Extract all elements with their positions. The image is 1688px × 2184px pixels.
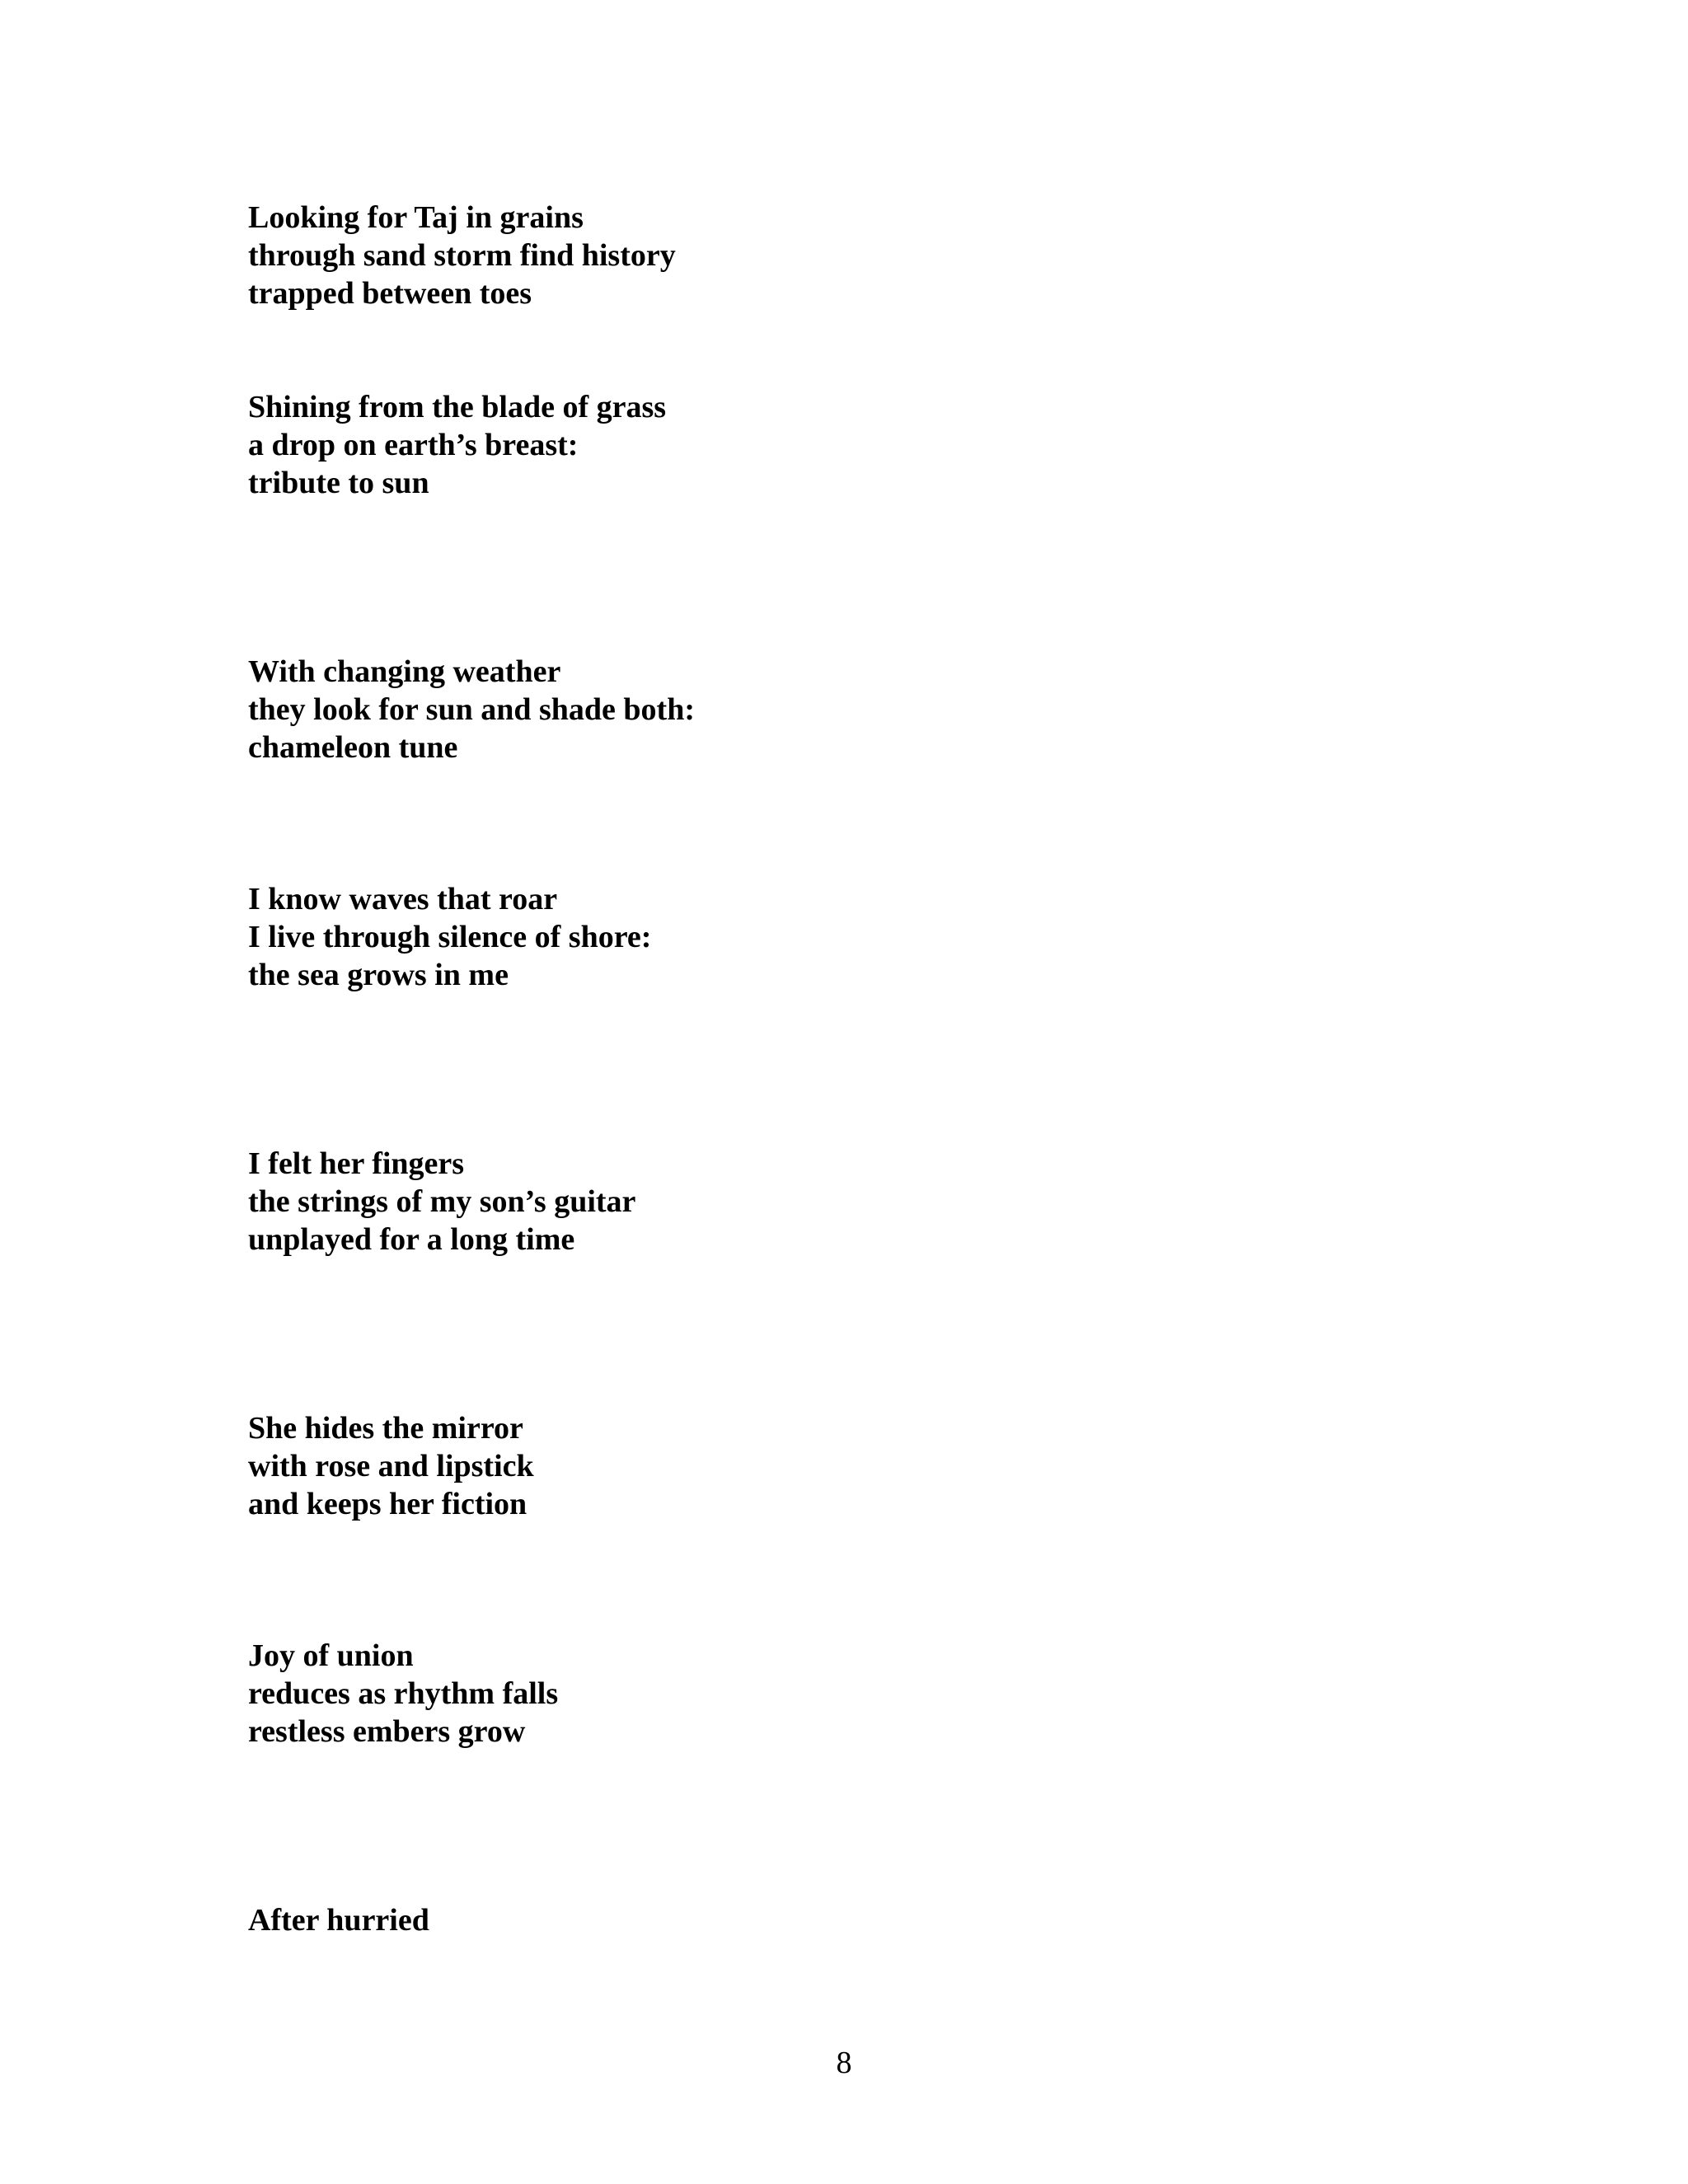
stanza-2: [248, 388, 666, 502]
stanza-1: [248, 199, 676, 312]
poem-line: and keeps her fiction: [248, 1487, 528, 1521]
poem-line: trapped between toes: [248, 276, 532, 311]
poem-line: the sea grows in me: [248, 958, 509, 992]
poem-line: Joy of union: [248, 1638, 414, 1673]
poem-line: After hurried: [248, 1903, 429, 1938]
poem-line: With changing weather: [248, 654, 561, 689]
page-number: 8: [836, 2046, 852, 2080]
poem-line: they look for sun and shade both:: [248, 692, 696, 727]
poem-line: through sand storm find history: [248, 238, 676, 273]
poem-line: reduces as rhythm falls: [248, 1676, 559, 1711]
poem-line: unplayed for a long time: [248, 1222, 575, 1257]
poem-line: Looking for Taj in grains: [248, 200, 584, 235]
poem-line: I felt her fingers: [248, 1146, 465, 1181]
poem-line: restless embers grow: [248, 1714, 526, 1749]
poem-line: with rose and lipstick: [248, 1449, 534, 1483]
poem-line: a drop on earth’s breast:: [248, 428, 579, 462]
poem-line: tribute to sun: [248, 466, 429, 500]
stanza-3: [248, 653, 695, 766]
stanza-7: [248, 1637, 558, 1750]
stanza-6: [248, 1409, 534, 1523]
poem-line: She hides the mirror: [248, 1411, 523, 1446]
stanza-8: [248, 1901, 429, 1939]
poem-line: I live through silence of shore:: [248, 920, 652, 954]
stanza-4: [248, 880, 651, 994]
poem-line: chameleon tune: [248, 730, 458, 765]
poem-line: I know waves that roar: [248, 882, 558, 916]
poem-line: the strings of my son’s guitar: [248, 1184, 636, 1219]
poem-line: Shining from the blade of grass: [248, 390, 667, 424]
stanza-5: [248, 1145, 635, 1258]
